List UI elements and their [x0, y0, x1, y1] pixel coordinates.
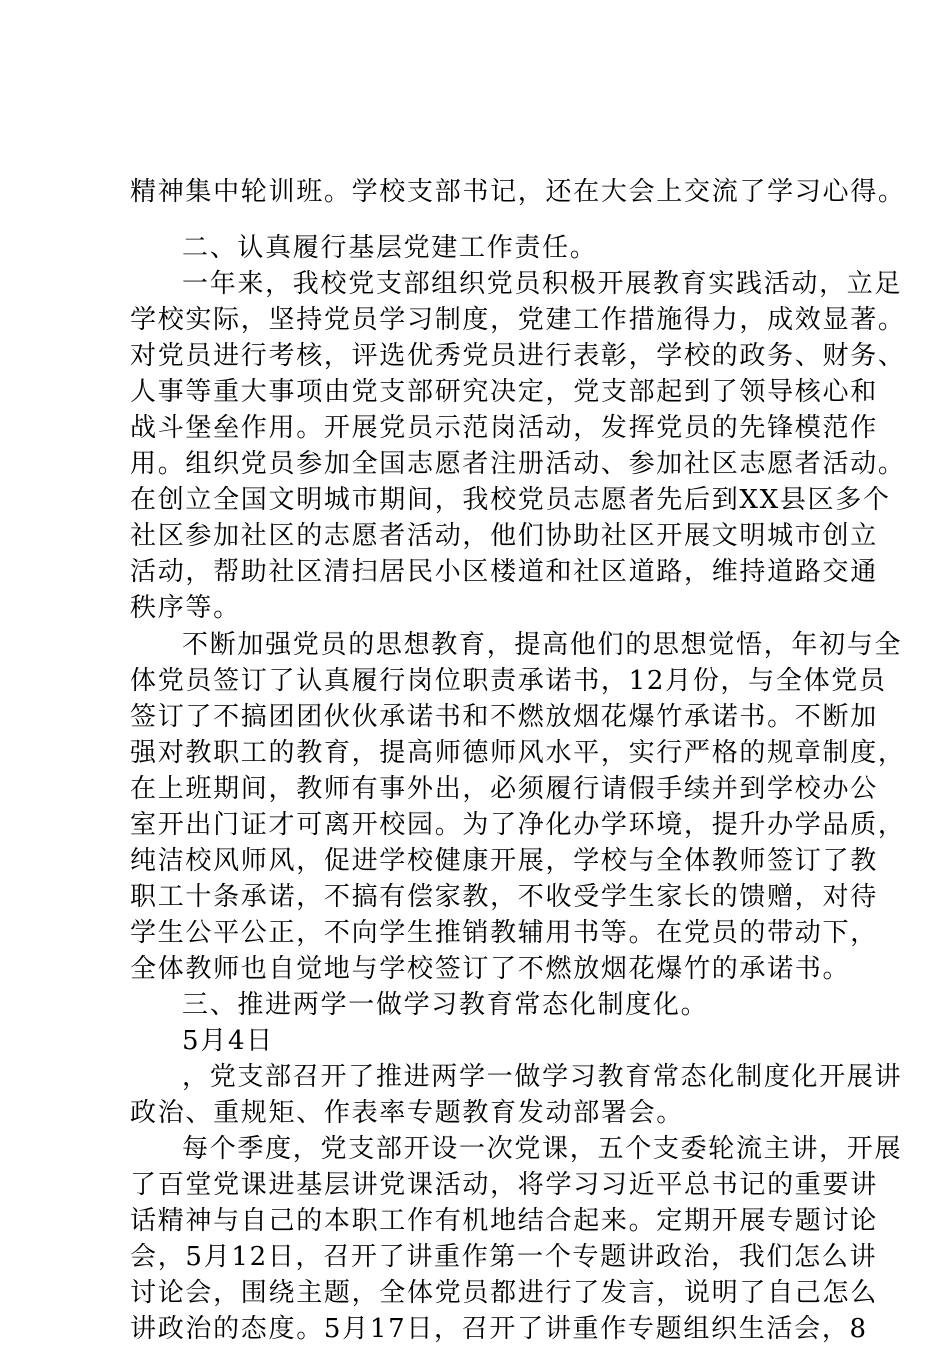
text-line: 每个季度，党支部开设一次党课，五个支委轮流主讲，开展	[182, 1134, 903, 1164]
text-line: 全体教师也自觉地与学校签订了不燃放烟花爆竹的承诺书。	[130, 954, 851, 984]
text-line: 了百堂党课进基层讲党课活动，将学习习近平总书记的重要讲	[130, 1170, 878, 1200]
text-line: 社区参加社区的志愿者活动，他们协助社区开展文明城市创立	[130, 521, 878, 551]
text-line: 人事等重大事项由党支部研究决定，党支部起到了领导核心和	[130, 377, 878, 407]
text-line: 用。组织党员参加全国志愿者注册活动、参加社区志愿者活动。	[130, 449, 906, 479]
text-line: 在上班期间，教师有事外出，必须履行请假手续并到学校办公	[130, 774, 878, 804]
text-line: 纯洁校风师风，促进学校健康开展，学校与全体教师签订了教	[130, 846, 878, 876]
text-line: 强对教职工的教育，提高师德师风水平，实行严格的规章制度，	[130, 738, 906, 768]
text-line: 不断加强党员的思想教育，提高他们的思想觉悟，年初与全	[182, 630, 903, 660]
text-line: 体党员签订了认真履行岗位职责承诺书，12月份，与全体党员	[130, 666, 887, 696]
text-line: 会，5月12日，召开了讲重作第一个专题讲政治，我们怎么讲	[130, 1242, 878, 1272]
section-heading: 三、推进两学一做学习教育常态化制度化。	[182, 990, 709, 1020]
text-line: 话精神与自己的本职工作有机地结合起来。定期开展专题讨论	[130, 1206, 878, 1236]
section-heading: 二、认真履行基层党建工作责任。	[182, 233, 598, 263]
text-line: 室开出门证才可离开校园。为了净化办学环境，提升办学品质，	[130, 810, 906, 840]
text-line: 职工十条承诺，不搞有偿家教，不收受学生家长的馈赠，对待	[130, 882, 878, 912]
text-line: 一年来，我校党支部组织党员积极开展教育实践活动，立足	[182, 269, 903, 299]
text-line: ，党支部召开了推进两学一做学习教育常态化制度化开展讲	[182, 1062, 903, 1092]
text-line: 对党员进行考核，评选优秀党员进行表彰，学校的政务、财务、	[130, 341, 906, 371]
text-line: 秩序等。	[130, 593, 241, 623]
text-line: 战斗堡垒作用。开展党员示范岗活动，发挥党员的先锋模范作	[130, 413, 878, 443]
text-line: 讲政治的态度。5月17日，召开了讲重作专题组织生活会，8	[130, 1314, 868, 1344]
text-line: 活动，帮助社区清扫居民小区楼道和社区道路，维持道路交通	[130, 557, 878, 587]
text-line: 学校实际，坚持党员学习制度，党建工作措施得力，成效显著。	[130, 305, 906, 335]
text-line: 签订了不搞团团伙伙承诺书和不燃放烟花爆竹承诺书。不断加	[130, 702, 878, 732]
text-line: 精神集中轮训班。学校支部书记，还在大会上交流了学习心得。	[130, 177, 906, 207]
text-line: 学生公平公正，不向学生推销教辅用书等。在党员的带动下，	[130, 918, 878, 948]
date-line: 5月4日	[182, 1026, 274, 1056]
text-line: 讨论会，围绕主题，全体党员都进行了发言，说明了自己怎么	[130, 1278, 878, 1308]
text-line: 在创立全国文明城市期间，我校党员志愿者先后到XX县区多个	[130, 485, 891, 515]
text-line: 政治、重规矩、作表率专题教育发动部署会。	[130, 1098, 685, 1128]
